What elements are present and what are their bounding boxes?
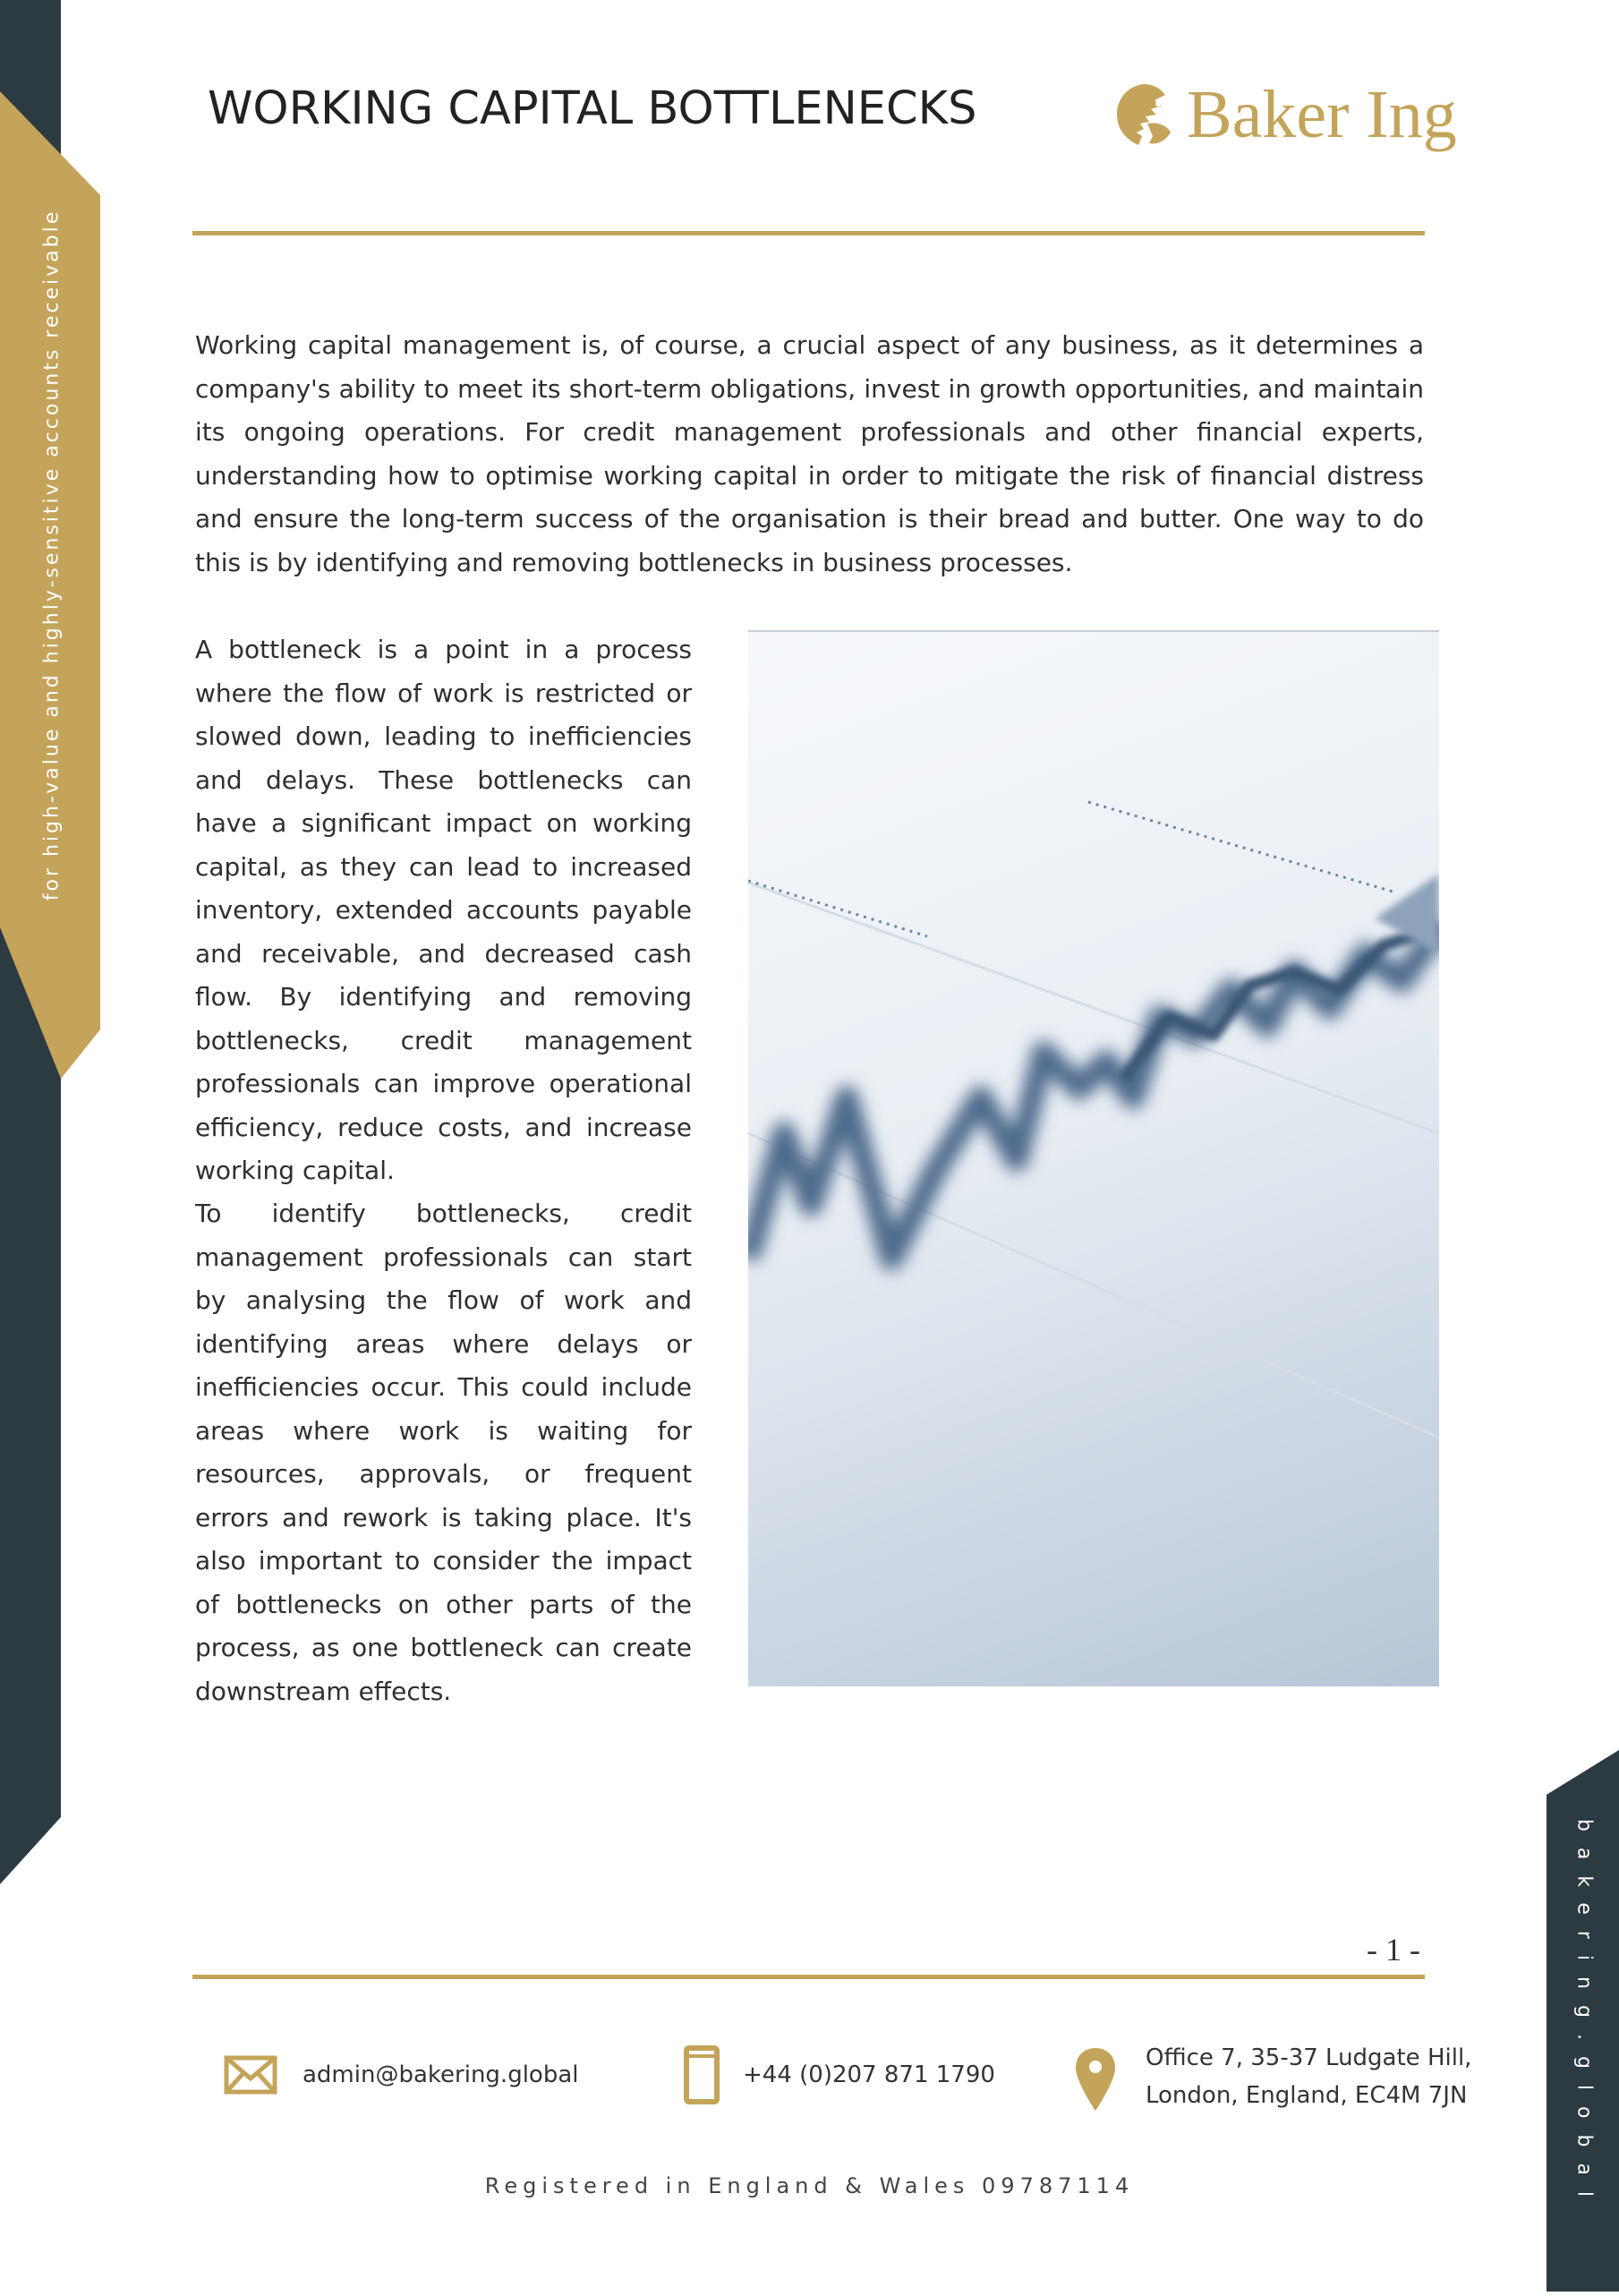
phone-number[interactable]: +44 (0)207 871 1790	[743, 2061, 995, 2088]
page-title: WORKING CAPITAL BOTTLENECKS	[208, 82, 977, 135]
website-tab-text[interactable]: bakering.global	[1572, 1818, 1596, 2214]
phone-contact[interactable]	[684, 2045, 995, 2104]
email-contact[interactable]	[224, 2055, 578, 2095]
bottleneck-definition-paragraph: A bottleneck is a point in a process where the flow of work is restricted or slowed down, leading to inefficiencies and delays. These bottlenecks can have a significant impact on working capital, as they can lead to increased inventory, extended accounts payable and receivable, and decreased cash flow. By identifying and removing bottlenecks, credit management professionals can improve operational efficiency, reduce costs, and increase working capital.	[195, 635, 692, 1185]
chart-photo-art	[748, 632, 1439, 1686]
left-decorative-band	[0, 0, 107, 1889]
company-registration: Registered in England & Wales 09787114	[484, 2173, 1135, 2198]
header-divider	[192, 231, 1425, 235]
identify-bottlenecks-paragraph: To identify bottlenecks, credit management professionals can start by analysing the flow of work and identifying areas where delays or inefficiencies occur. This could include areas where work is waiting for resources, approvals, or frequent errors and rework is taking place. It's also important to consider the impact of bottlenecks on other parts of the process, as one bottleneck can create downstream effects.	[195, 1199, 692, 1706]
address-contact	[1074, 2039, 1471, 2114]
lion-head-icon	[1108, 79, 1180, 150]
sidebar-tagline: for high-value and highly-sensitive accounts receivable	[40, 209, 64, 901]
page-number: - 1 -	[1367, 1932, 1420, 1967]
location-pin-icon	[1074, 2046, 1117, 2112]
footer-divider	[192, 1975, 1425, 1979]
intro-paragraph: Working capital management is, of course, a crucial aspect of any business, as it determines a company's ability to meet its short-term obligations, invest in growth opportunities, and maintain its ongoing operations. For credit management professionals and other financial experts, understanding how to optimise working capital in order to mitigate the risk of financial distress and ensure the long-term success of the organisation is their bread and butter. One way to do this is by identifying and removing bottlenecks in business processes.	[195, 330, 1424, 577]
financial-chart-photo	[748, 630, 1439, 1686]
mobile-phone-icon	[684, 2045, 720, 2104]
company-logo	[1108, 79, 1457, 150]
office-address	[1146, 2039, 1471, 2114]
envelope-icon	[224, 2055, 277, 2095]
logo-wordmark: Baker Ing	[1187, 77, 1457, 152]
email-link[interactable]: admin@bakering.global	[302, 2061, 579, 2088]
address-line-1: Office 7, 35-37 Ludgate Hill,	[1146, 2044, 1472, 2071]
address-line-2: London, England, EC4M 7JN	[1146, 2082, 1468, 2109]
